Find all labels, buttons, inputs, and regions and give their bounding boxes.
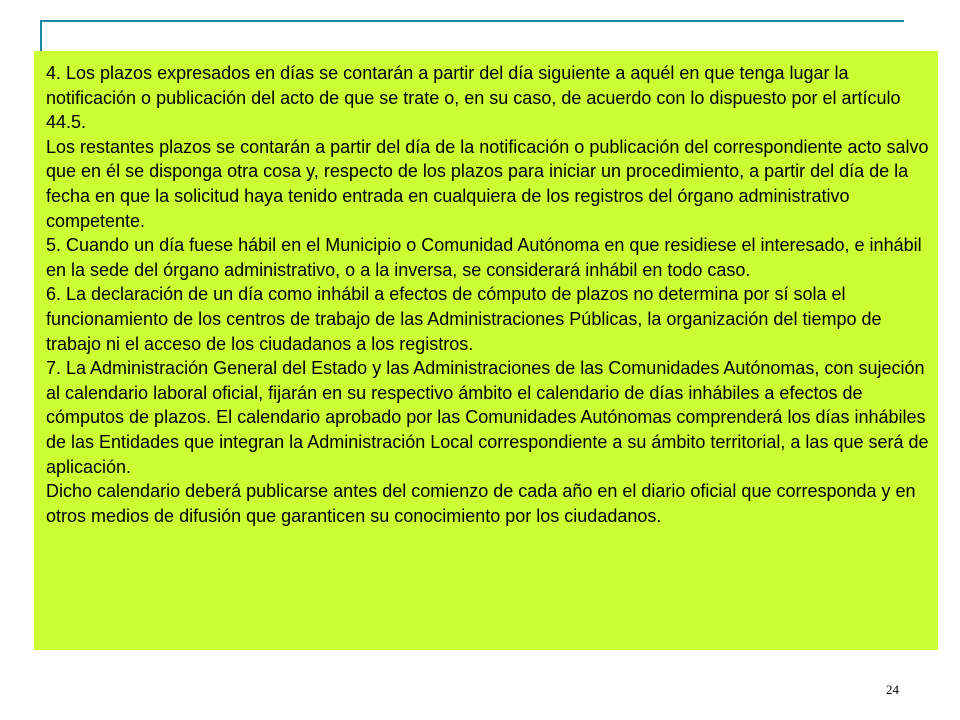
paragraph-6: 6. La declaración de un día como inhábil a efectos de cómputo de plazos no determina por sí sola el funcionamiento de los centros de trabajo de las Administraciones Públicas, la organización del tiempo de trabajo ni el acceso de los ciudadanos a los registros. xyxy=(46,284,882,354)
left-rule xyxy=(40,20,42,52)
paragraph-7: 7. La Administración General del Estado y las Administraciones de las Comunidades Autónomas, con sujeción al calendario laboral oficial, fijarán en su respectivo ámbito el calendario de días inhábiles a efectos de cómputos de plazos. El calendario aprobado por las Comunidades Autónomas comprenderá los días inhábiles de las Entidades que integran la Administración Local correspondiente a su ámbito territorial, a las que será de aplicación. xyxy=(46,358,929,477)
paragraph-4-continued: Los restantes plazos se contarán a partir del día de la notificación o publicación del correspondiente acto salvo que en él se disponga otra cosa y, respecto de los plazos para iniciar un procedimiento, a partir del día de la fecha en que la solicitud haya tenido entrada en cualquiera de los registros del órgano administrativo competente. xyxy=(46,136,929,231)
paragraph-5: 5. Cuando un día fuese hábil en el Municipio o Comunidad Autónoma en que residiese el interesado, e inhábil en la sede del órgano administrativo, o a la inversa, se considerará inhábil en todo caso. xyxy=(46,235,922,280)
page-number: 24 xyxy=(886,682,899,697)
top-rule xyxy=(40,20,904,22)
paragraph-4: 4. Los plazos expresados en días se contarán a partir del día siguiente a aquél en que tenga lugar la notificación o publicación del acto de que se trate o, en su caso, de acuerdo con lo dispuesto por el artículo 44.5. xyxy=(46,63,901,133)
paragraph-7-continued: Dicho calendario deberá publicarse antes del comienzo de cada año en el diario oficial que corresponda y en otros medios de difusión que garanticen su conocimiento por los ciudadanos. xyxy=(46,481,916,526)
content-box xyxy=(34,51,938,650)
text-block xyxy=(46,61,934,528)
